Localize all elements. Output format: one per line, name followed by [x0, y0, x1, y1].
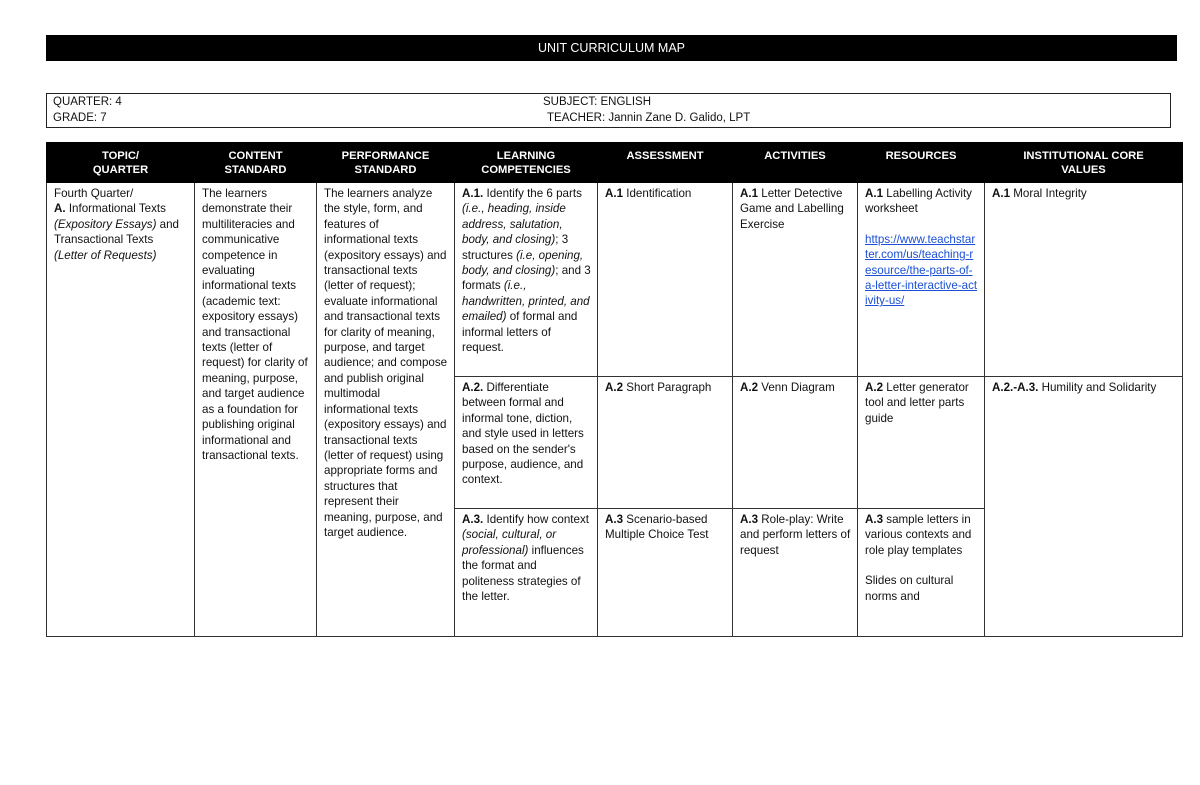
- core-value-a1: A.1 Moral Integrity: [985, 183, 1183, 377]
- subject-label: SUBJECT: ENGLISH: [543, 96, 651, 108]
- core-value-a2-a3: A.2.-A.3. Humility and Solidarity: [985, 377, 1183, 637]
- assessment-a1: A.1 Identification: [598, 183, 733, 377]
- header-assessment: ASSESSMENT: [598, 143, 733, 183]
- topic-cell: Fourth Quarter/ A. Informational Texts (Expository Essays) and Transactional Texts (Letter of Requests): [47, 183, 195, 637]
- competency-a1: A.1. Identify the 6 parts (i.e., heading, inside address, salutation, body, and closing); 3 structures (i.e, opening, body, and closing); and 3 formats (i.e., handwritten, printed, and emailed) of formal and informal letters of request.: [455, 183, 598, 377]
- assessment-a3: A.3 Scenario-based Multiple Choice Test: [598, 509, 733, 637]
- header-core-values: INSTITUTIONAL CORE VALUES: [985, 143, 1183, 183]
- performance-standard-cell: The learners analyze the style, form, and features of informational texts (expository essays) and transactional texts (letter of request); evaluate informational and transactional texts for clarity of meaning, purpose, and target audience; and compose and publish original multimodal informational texts (expository essays) and transactional texts (letter of request) using appropriate forms and structures that represent their meaning, purpose, and target audience.: [317, 183, 455, 637]
- header-learning-competencies: LEARNING COMPETENCIES: [455, 143, 598, 183]
- table-row: [47, 183, 1183, 377]
- curriculum-table: [46, 142, 1183, 637]
- activity-a1: A.1 Letter Detective Game and Labelling Exercise: [733, 183, 858, 377]
- header-content-standard: CONTENT STANDARD: [195, 143, 317, 183]
- assessment-a2: A.2 Short Paragraph: [598, 377, 733, 509]
- resource-link[interactable]: https://www.teachstarter.com/us/teaching-resource/the-parts-of-a-letter-interactive-activity-us/: [865, 232, 978, 308]
- quarter-label: QUARTER: 4: [53, 96, 122, 108]
- header-activities: ACTIVITIES: [733, 143, 858, 183]
- header-resources: RESOURCES: [858, 143, 985, 183]
- competency-a2: A.2. Differentiate between formal and informal tone, diction, and style used in letters based on the sender's purpose, audience, and context.: [455, 377, 598, 509]
- resource-a1: A.1 Labelling Activity worksheet https://www.teachstarter.com/us/teaching-resource/the-parts-of-a-letter-interactive-activity-us/: [858, 183, 985, 377]
- document-title: UNIT CURRICULUM MAP: [46, 35, 1177, 61]
- activity-a2: A.2 Venn Diagram: [733, 377, 858, 509]
- resource-a3: A.3 sample letters in various contexts and role play templates Slides on cultural norms and: [858, 509, 985, 637]
- content-standard-cell: The learners demonstrate their multiliteracies and communicative competence in evaluating informational texts (academic text: expository essays) and transactional texts (letter of request) for clarity of meaning, purpose, and target audience as a foundation for publishing original informational and transactional texts.: [195, 183, 317, 637]
- resource-a2: A.2 Letter generator tool and letter parts guide: [858, 377, 985, 509]
- grade-label: GRADE: 7: [53, 112, 107, 124]
- teacher-label: TEACHER: Jannin Zane D. Galido, LPT: [547, 112, 751, 124]
- info-box: [46, 93, 1171, 128]
- header-performance-standard: PERFORMANCE STANDARD: [317, 143, 455, 183]
- header-row: [47, 143, 1183, 183]
- competency-a3: A.3. Identify how context (social, cultural, or professional) influences the format and politeness strategies of the letter.: [455, 509, 598, 637]
- header-topic: TOPIC/ QUARTER: [47, 143, 195, 183]
- activity-a3: A.3 Role-play: Write and perform letters of request: [733, 509, 858, 637]
